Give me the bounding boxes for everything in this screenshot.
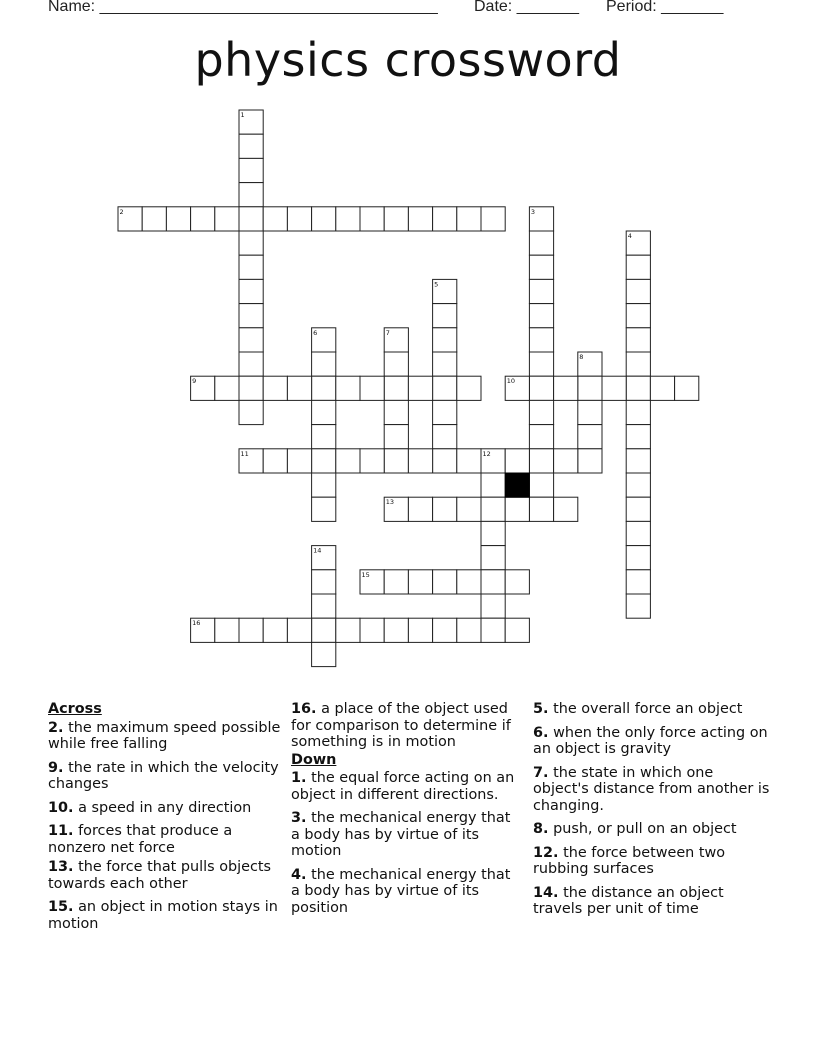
grid-cell [287,376,311,400]
grid-cell [626,279,650,303]
grid-cell [626,497,650,521]
grid-cell [554,449,578,473]
grid-cell [239,231,263,255]
grid-cell [239,376,263,400]
grid-cell [384,618,408,642]
clue-down-1: 1. the equal force acting on an object in different directions. [291,770,515,803]
grid-cell [336,449,360,473]
grid-cell [215,376,239,400]
grid-cell [287,449,311,473]
clue-number-5: 5 [434,280,439,289]
grid-cell [457,207,481,231]
grid-cell [239,183,263,207]
clue-across-10: 10. a speed in any direction [48,799,252,816]
grid-cell [578,376,602,400]
grid-cell [529,279,553,303]
clue-down-12: 12. the force between two rubbing surfaces [533,844,726,877]
clues-column-3 [533,701,773,925]
grid-cell [408,449,432,473]
grid-cell [215,207,239,231]
grid-cell [529,231,553,255]
grid-cell [457,449,481,473]
grid-cell [263,618,287,642]
grid-cell [481,497,505,521]
grid-cell [529,425,553,449]
grid-cell [336,376,360,400]
grid-cell [239,207,263,231]
grid-cell [384,425,408,449]
grid-cell [239,255,263,279]
grid-cell [384,352,408,376]
grid-cell [457,497,481,521]
grid-cell [554,497,578,521]
grid-cell [626,425,650,449]
grid-cell [263,207,287,231]
clue-down-5: 5. the overall force an object [533,701,743,717]
clue-down-4: 4. the mechanical energy that a body has by virtue of its position [291,866,511,916]
grid-cell [312,594,336,618]
grid-cell [384,400,408,424]
grid-cell [505,570,529,594]
grid-cell [433,497,457,521]
grid-cell [287,618,311,642]
grid-cell [626,546,650,570]
grid-cell [239,400,263,424]
grid-cell [481,207,505,231]
clue-across-9: 9. the rate in which the velocity changes [48,759,279,792]
grid-cell [360,449,384,473]
across-heading: Across [48,701,102,717]
grid-cell [312,207,336,231]
grid-cell [312,425,336,449]
grid-cell [239,618,263,642]
grid-cell [505,497,529,521]
grid-cell [239,279,263,303]
clue-number-11: 11 [240,449,249,458]
grid-cell [529,376,553,400]
grid-cell [578,449,602,473]
grid-cell [408,497,432,521]
clue-number-10: 10 [506,377,515,386]
grid-cell [481,570,505,594]
grid-cell [312,570,336,594]
grid-cell [166,207,190,231]
grid-cell [408,207,432,231]
grid-cell [384,207,408,231]
period-field-label: Period: _______ [606,0,724,15]
grid-cell [263,376,287,400]
grid-cell [529,255,553,279]
grid-cell [312,642,336,666]
grid-cell [626,304,650,328]
grid-cell [433,449,457,473]
grid-cell [263,449,287,473]
clue-number-12: 12 [482,449,491,458]
clue-number-15: 15 [361,570,370,579]
grid-cell [529,449,553,473]
grid-cell [433,618,457,642]
grid-cell [675,376,699,400]
grid-cell [384,449,408,473]
clue-down-6: 6. when the only force acting on an object is gravity [533,724,768,757]
grid-cell [312,618,336,642]
grid-cell [312,352,336,376]
grid-cell [529,328,553,352]
clue-across-16: 16. a place of the object used for comparison to determine if something is in motion [291,701,511,750]
grid-cell [360,376,384,400]
clue-number-8: 8 [579,353,584,361]
grid-cell [312,376,336,400]
clue-down-3: 3. the mechanical energy that a body has by virtue of its motion [291,810,511,859]
grid-cell [554,376,578,400]
down-heading: Down [291,751,337,768]
name-field-label: Name: ______________________________________ [48,0,438,15]
grid-cell [529,473,553,497]
grid-cell [287,207,311,231]
grid-cell [457,570,481,594]
grid-cell [481,521,505,545]
grid-cell [529,497,553,521]
grid-cell [529,304,553,328]
clue-number-6: 6 [313,328,318,337]
grid-cell [505,618,529,642]
grid-cell [626,352,650,376]
clue-down-14: 14. the distance an object travels per unit of time [533,884,724,917]
grid-cell [626,570,650,594]
grid-cell [312,400,336,424]
grid-cell [481,546,505,570]
clue-number-1: 1 [240,111,245,119]
grid-cell [239,304,263,328]
clue-number-16: 16 [192,619,201,628]
grid-cell [626,255,650,279]
grid-cell [457,376,481,400]
grid-cell [626,521,650,545]
grid-cell [505,449,529,473]
grid-cell [481,473,505,497]
clue-across-2: 2. the maximum speed possible while free falling [48,719,281,752]
grid-cell [336,207,360,231]
grid-cell [433,376,457,400]
clue-down-7: 7. the state in which one object's distance from another is changing. [533,764,770,814]
clue-number-4: 4 [627,232,632,240]
grid-cell [481,618,505,642]
clue-number-2: 2 [119,207,124,216]
grid-cell [408,618,432,642]
clue-number-13: 13 [385,498,394,507]
grid-cell [433,570,457,594]
grid-cell [433,304,457,328]
grid-cell [433,352,457,376]
grid-cell [239,158,263,182]
grid-cell [191,207,215,231]
clue-number-14: 14 [313,546,322,555]
grid-cell [360,207,384,231]
date-field-label: Date: _______ [474,0,579,15]
grid-cell [384,570,408,594]
grid-cell [626,400,650,424]
clue-across-13: 13. the force that pulls objects towards each other [48,859,272,892]
grid-cell [626,449,650,473]
grid-cell [239,328,263,352]
page-title: physics crossword [194,33,622,87]
grid-cell [408,570,432,594]
grid-cell [312,473,336,497]
grid-cell [602,376,626,400]
clue-number-3: 3 [530,207,536,216]
grid-cell [626,473,650,497]
clue-across-15: 15. an object in motion stays in motion [48,899,278,932]
grid-cell [408,376,432,400]
grid-cell [650,376,674,400]
grid-cell [142,207,166,231]
grid-cell [626,376,650,400]
grid-cell [215,618,239,642]
grid-cell [336,618,360,642]
clue-across-11: 11. forces that produce a nonzero net force [48,823,233,856]
grid-cell [457,618,481,642]
grid-cell [239,134,263,158]
black-cell [505,473,529,497]
grid-cell [433,328,457,352]
grid-cell [312,449,336,473]
grid-cell [433,400,457,424]
grid-cell [360,618,384,642]
grid-cell [529,352,553,376]
clue-down-8: 8. push, or pull on an object [533,821,737,837]
grid-cell [433,207,457,231]
grid-cell [578,425,602,449]
grid-cell [626,328,650,352]
grid-cell [578,400,602,424]
clues-column-1 [48,701,283,939]
grid-cell [626,594,650,618]
clue-number-7: 7 [385,328,390,337]
grid-cell [481,594,505,618]
grid-cell [239,352,263,376]
clue-number-9: 9 [192,377,197,386]
grid-cell [312,497,336,521]
grid-cell [384,376,408,400]
grid-cell [529,400,553,424]
clues-column-2 [291,701,521,923]
grid-cell [433,425,457,449]
